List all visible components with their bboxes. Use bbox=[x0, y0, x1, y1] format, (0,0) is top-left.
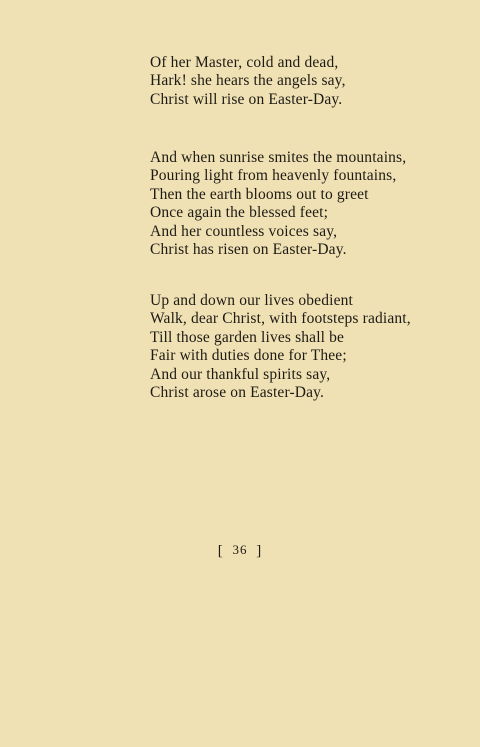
poem-line: And our thankful spirits say, bbox=[150, 365, 331, 383]
poem-line: Of her Master, cold and dead, bbox=[150, 54, 339, 71]
poem-line: Christ has risen on Easter-Day. bbox=[150, 241, 347, 259]
poem-line: Christ arose on Easter-Day. bbox=[150, 384, 325, 402]
page-number-close-bracket: ] bbox=[256, 543, 263, 559]
poem-line: Walk, dear Christ, with footsteps radiant, bbox=[150, 310, 411, 328]
page-number-value: 36 bbox=[232, 542, 248, 557]
poem-line: Fair with duties done for Thee; bbox=[150, 347, 347, 365]
stanza-1 bbox=[150, 54, 346, 109]
stanza-3 bbox=[150, 292, 411, 402]
stanza-2 bbox=[150, 149, 406, 259]
poem-line: Till those garden lives shall be bbox=[150, 328, 345, 346]
page-number bbox=[0, 543, 480, 560]
poem-line: Christ will rise on Easter-Day. bbox=[150, 90, 343, 108]
poem-line: Then the earth blooms out to greet bbox=[150, 185, 369, 203]
poem-line: Pouring light from heavenly fountains, bbox=[150, 167, 397, 185]
poem-line: Hark! she hears the angels say, bbox=[150, 72, 346, 90]
poem-line: And when sunrise smites the mountains, bbox=[150, 149, 407, 166]
poem-line: Up and down our lives obedient bbox=[150, 292, 353, 309]
poem-line: Once again the blessed feet; bbox=[150, 204, 329, 222]
poem-line: And her countless voices say, bbox=[150, 222, 338, 240]
page-number-open-bracket: [ bbox=[217, 543, 224, 559]
